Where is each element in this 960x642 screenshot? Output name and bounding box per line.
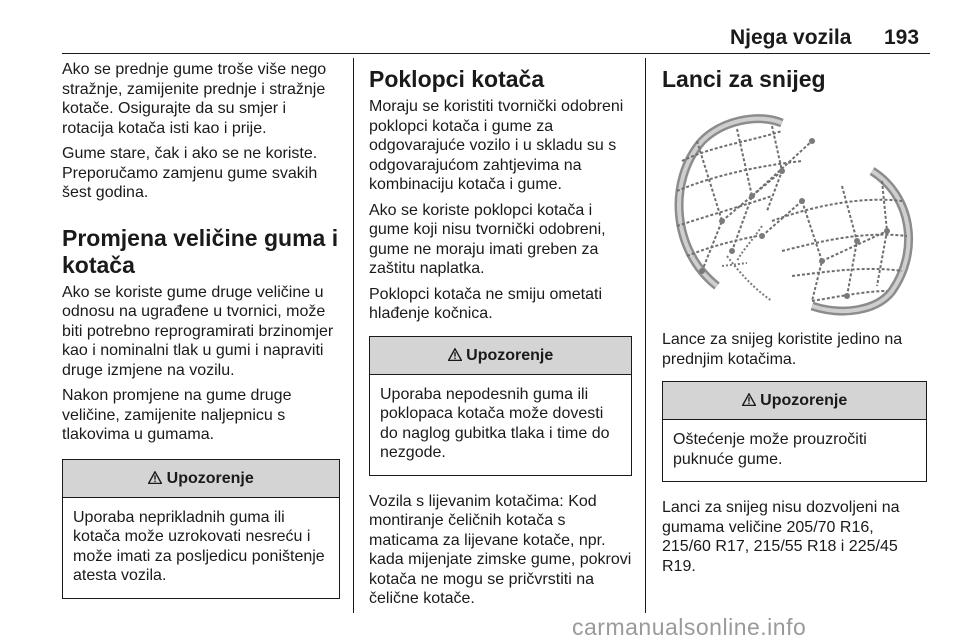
section-heading: Promjena veličine guma i kotača xyxy=(62,224,339,278)
page-number: 193 xyxy=(884,26,920,49)
column-divider-1 xyxy=(353,58,354,613)
header-rule xyxy=(62,53,930,54)
warning-triangle-icon xyxy=(448,347,466,364)
paragraph: Lanci za snijeg nisu dozvoljeni na gumama veličine 205/70 R16, 215/60 R17, 215/55 R18 i 225/45 R19. xyxy=(662,499,900,575)
warning-title: Upozorenje xyxy=(166,469,254,487)
section-heading: Lanci za snijeg xyxy=(662,66,826,92)
warning-text: Oštećenje može prouzročiti puknuće gume. xyxy=(673,431,867,468)
warning-title: Upozorenje xyxy=(466,346,554,364)
column-1 xyxy=(62,60,340,599)
paragraph: Ako se koriste gume druge veličine u odnosu na ugrađene u tvornici, može biti potrebno reprogramirati brzinomjer kao i nominalni tlak u gumi i napraviti druge izmjene na vozilu. xyxy=(62,283,334,379)
paragraph: Lance za snijeg koristite jedino na prednjim kotačima. xyxy=(662,331,903,368)
warning-body xyxy=(63,498,339,598)
snow-chains-illustration xyxy=(662,101,924,316)
warning-header xyxy=(663,382,926,420)
warning-body xyxy=(370,375,631,475)
warning-title: Upozorenje xyxy=(760,392,848,409)
header-title: Njega vozila xyxy=(730,26,852,49)
warning-text: Uporaba nepodesnih guma ili poklopaca kotača može dovesti do naglog gubitka tlaka i time do nezgode. xyxy=(380,385,610,461)
warning-text: Uporaba neprikladnih guma ili kotača može uzrokovati nesreću i može imati za posljedicu poništenje atesta vozila. xyxy=(73,508,325,584)
footer-watermark[interactable]: carmanualsonline.info xyxy=(572,614,807,640)
warning-header xyxy=(370,337,631,375)
paragraph: Moraju se koristiti tvornički odobreni poklopci kotača i gume za odgovarajuće vozilo i u skladu su s odgovarajućom zahtjevima na kombinaciju kotača i gume. xyxy=(369,98,624,193)
warning-box xyxy=(662,381,927,482)
paragraph: Ako se prednje gume troše više nego stražnje, zamijenite prednje i stražnje kotače. Osigurajte da su smjer i rotacija kotača isti kao i prije. xyxy=(62,61,327,137)
warning-triangle-icon xyxy=(148,470,166,487)
column-3 xyxy=(662,60,927,582)
warning-triangle-icon xyxy=(742,392,760,409)
warning-header xyxy=(63,460,339,498)
paragraph: Poklopci kotača ne smiju ometati hlađenje kočnica. xyxy=(369,285,602,322)
section-heading: Poklopci kotača xyxy=(369,66,545,92)
warning-body xyxy=(663,420,926,481)
warning-box xyxy=(62,459,340,599)
paragraph: Gume stare, čak i ako se ne koriste. Preporučamo zamjenu gume svakih šest godina. xyxy=(62,145,318,201)
paragraph: Nakon promjene na gume druge veličine, zamijenite naljepnicu s tlakovima u gumama. xyxy=(62,387,292,443)
paragraph: Vozila s lijevanim kotačima: Kod montiranje čeličnih kotača s maticama za lijevane kotače, npr. kada mijenjate zimske gume, pokrovi kotača ne mogu se pričvrstiti na čelične kotače. xyxy=(369,492,632,607)
column-divider-2 xyxy=(645,58,646,613)
paragraph: Ako se koriste poklopci kotača i gume koji nisu tvornički odobreni, gume ne moraju imati greben za zaštitu naplatka. xyxy=(369,201,606,277)
warning-box xyxy=(369,336,632,476)
column-2 xyxy=(369,60,632,615)
